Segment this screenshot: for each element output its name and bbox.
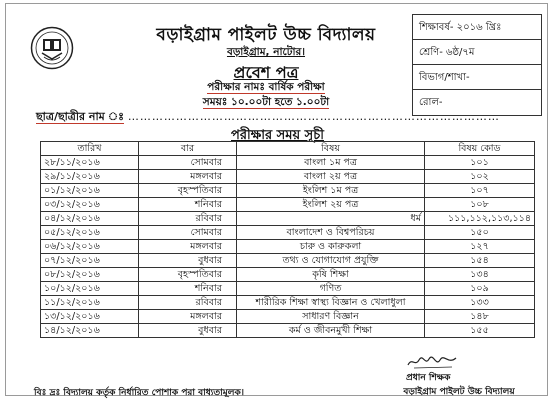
cell-date: ০৭/১২/২০১৬	[41, 254, 139, 268]
student-name-line	[36, 108, 536, 127]
cell-date: ০১/১২/২০১৬	[41, 184, 139, 198]
table-row	[41, 268, 535, 282]
cell-day: বুধবার	[139, 324, 237, 338]
cell-date: ০৬/১২/২০১৬	[41, 240, 139, 254]
section-field: বিভাগ/শাখা-	[413, 65, 541, 90]
cell-date: ১৪/১২/২০১৬	[41, 324, 139, 338]
schedule-title: পরীক্ষার সময় সূচী	[231, 128, 324, 143]
cell-day: সোমবার	[139, 156, 237, 170]
cell-code: ১৫৫	[425, 324, 535, 338]
footer-school-name: বড়াইগ্রাম পাইলট উচ্চ বিদ্যালয়	[403, 387, 515, 397]
info-box	[412, 14, 542, 116]
cell-subject: বাংলাদেশ ও বিশ্বপরিচয়	[237, 226, 425, 240]
cell-subject: সাধারণ বিজ্ঞান	[237, 310, 425, 324]
table-row	[41, 198, 535, 212]
cell-code: ১২৭	[425, 240, 535, 254]
admit-card-title: প্রবেশ পত্র	[233, 63, 299, 82]
cell-subject: ইংলিশ ১ম পত্র	[237, 184, 425, 198]
exam-time: সময়ঃ ১০.০০টা হতে ১.০০টা	[202, 96, 330, 108]
exam-name: পরীক্ষার নামঃ বার্ষিক পরীক্ষা	[207, 81, 325, 93]
cell-day: শনিবার	[139, 198, 237, 212]
school-emblem-logo	[30, 26, 74, 70]
cell-code: ১১১,১১২,১১৩,১১৪	[425, 212, 535, 226]
cell-date: ২৯/১১/২০১৬	[41, 170, 139, 184]
table-row	[41, 170, 535, 184]
student-name-label: ছাত্র/ছাত্রীর নাম ঃ	[36, 110, 124, 123]
cell-code: ১০২	[425, 170, 535, 184]
table-row	[41, 254, 535, 268]
cell-date: ২৮/১১/২০১৬	[41, 156, 139, 170]
cell-code: ১০৮	[425, 198, 535, 212]
cell-day: বুধবার	[139, 254, 237, 268]
cell-date: ০৮/১২/২০১৬	[41, 268, 139, 282]
cell-subject: গণিত	[237, 282, 425, 296]
cell-subject: তথ্য ও যোগাযোগ প্রযুক্তি	[237, 254, 425, 268]
table-row	[41, 240, 535, 254]
admit-card-sheet	[5, 3, 548, 396]
cell-day: রবিবার	[139, 296, 237, 310]
table-row	[41, 156, 535, 170]
cell-date: ০৪/১২/২০১৬	[41, 212, 139, 226]
table-row	[41, 282, 535, 296]
cell-subject: চারু ও কারুকলা	[237, 240, 425, 254]
cell-day: বৃহস্পতিবার	[139, 268, 237, 282]
cell-subject: বাংলা ২য় পত্র	[237, 170, 425, 184]
header-date: তারিখ	[41, 142, 139, 156]
cell-date: ০৩/১২/২০১৬	[41, 198, 139, 212]
table-row	[41, 310, 535, 324]
cell-code: ১৫৪	[425, 254, 535, 268]
cell-subject: কর্ম ও জীবনমুখী শিক্ষা	[237, 324, 425, 338]
cell-date: ০৫/১২/২০১৬	[41, 226, 139, 240]
cell-day: শনিবার	[139, 282, 237, 296]
session-field: শিক্ষাবর্ষ- ২০১৬ খ্রিঃ	[413, 15, 541, 40]
class-field: শ্রেণি- ৬ষ্ঠ/৭ম	[413, 40, 541, 65]
table-row	[41, 324, 535, 338]
header-subject: বিষয়	[237, 142, 425, 156]
cell-code: ১৩৪	[425, 268, 535, 282]
cell-code: ১০৯	[425, 282, 535, 296]
school-name: বড়াইগ্রাম পাইলট উচ্চ বিদ্যালয়	[156, 25, 376, 45]
cell-code: ১৩৩	[425, 296, 535, 310]
cell-subject: বাংলা ১ম পত্র	[237, 156, 425, 170]
cell-day: সোমবার	[139, 226, 237, 240]
cell-subject: শারীরিক শিক্ষা স্বাস্থ্য বিজ্ঞান ও খেলাধুলা	[237, 296, 425, 310]
signature-title: প্রধান শিক্ষক	[406, 373, 451, 383]
roll-field: রোল-	[419, 97, 443, 108]
exam-schedule-table	[40, 141, 535, 338]
cell-code: ১০৭	[425, 184, 535, 198]
cell-code: ১৪৮	[425, 310, 535, 324]
cell-date: ১০/১২/২০১৬	[41, 282, 139, 296]
schedule-header-row	[41, 142, 535, 156]
cell-day: রবিবার	[139, 212, 237, 226]
dress-code-note: বিঃ দ্রঃ বিদ্যালয় কর্তৃক নির্ধারিত পোশাক পরা বাধ্যতামূলক।	[34, 388, 244, 398]
table-row	[41, 212, 535, 226]
school-address: বড়াইগ্রাম, নাটোর।	[226, 46, 306, 58]
cell-subject: কৃষি শিক্ষা	[237, 268, 425, 282]
table-row	[41, 226, 535, 240]
cell-day: বৃহস্পতিবার	[139, 184, 237, 198]
cell-day: মঙ্গলবার	[139, 240, 237, 254]
cell-subject: ইংলিশ ২য় পত্র	[237, 198, 425, 212]
headmaster-signature-icon	[406, 354, 458, 370]
cell-code: ১৫০	[425, 226, 535, 240]
header-day: বার	[139, 142, 237, 156]
student-name-blank: …………………………………………………………………………………	[127, 110, 500, 123]
cell-date: ১১/১২/২০১৬	[41, 296, 139, 310]
cell-subject: ধর্ম	[237, 212, 425, 226]
table-row	[41, 184, 535, 198]
table-row	[41, 296, 535, 310]
cell-day: মঙ্গলবার	[139, 310, 237, 324]
cell-code: ১০১	[425, 156, 535, 170]
cell-date: ১৩/১২/২০১৬	[41, 310, 139, 324]
header-subject-code: বিষয় কোড	[425, 142, 535, 156]
cell-day: মঙ্গলবার	[139, 170, 237, 184]
